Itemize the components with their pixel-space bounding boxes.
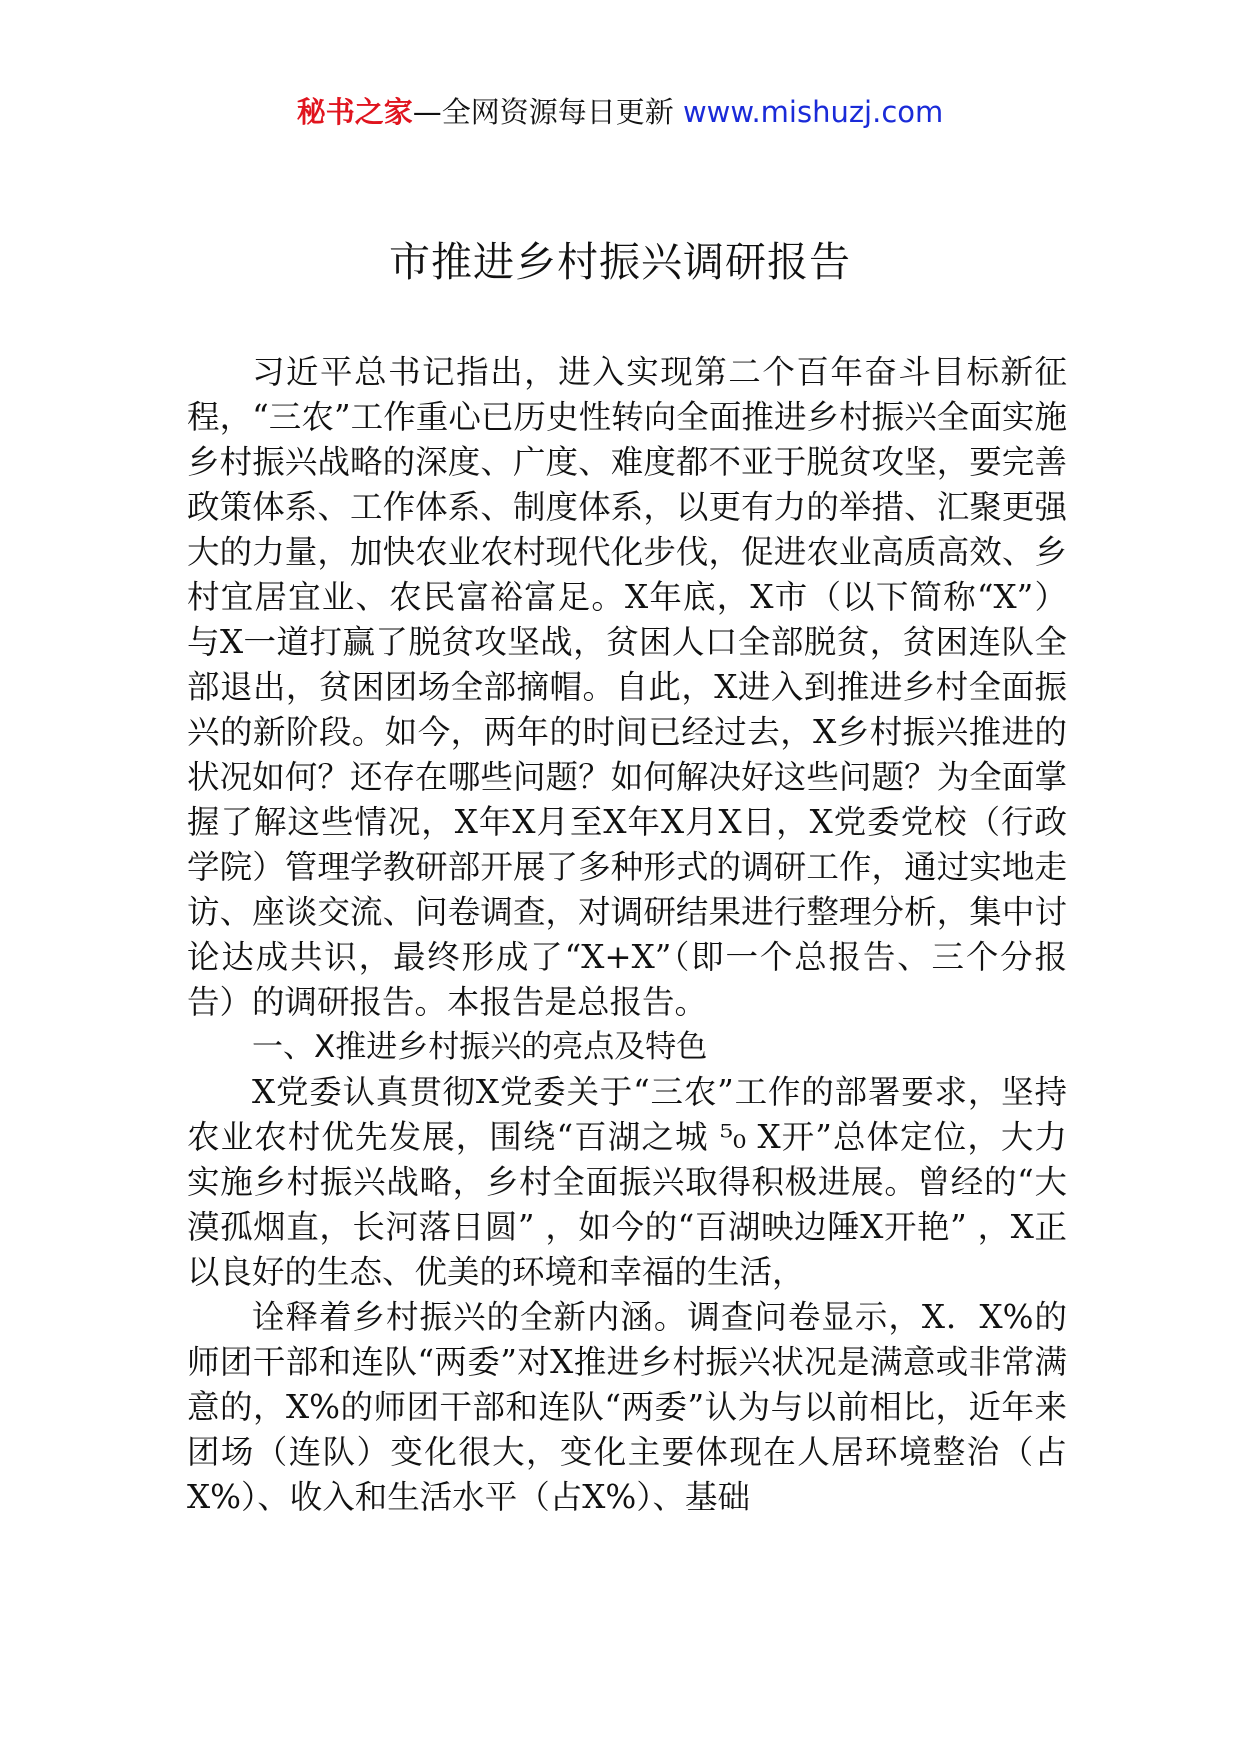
paragraph-section-1: X党委认真贯彻X党委关于“三农”工作的部署要求，坚持农业农村优先发展，围绕“百湖之城 ⁵₀ X开”总体定位，大力实施乡村振兴战略，乡村全面振兴取得积极进展。曾经的“大漠孤烟直，长河落日圆” ，如今的“百湖映边陲X开艳” ，X正以良好的生态、优美的环境和幸福的生活，	[187, 1073, 1067, 1291]
document-title: 市推进乡村振兴调研报告	[389, 238, 851, 286]
paragraph-section-2: 诠释着乡村振兴的全新内涵。调查问卷显示，X．X%的师团干部和连队“两委”对X推进乡村振兴状况是满意或非常满意的，X%的师团干部和连队“两委”认为与以前相比，近年来团场（连队）变化很大，变化主要体现在人居环境整治（占X%）、收入和生活水平（占X%）、基础	[187, 1298, 1067, 1516]
paragraph-intro: 习近平总书记指出，进入实现第二个百年奋斗目标新征程，“三农”工作重心已历史性转向全面推进乡村振兴全面实施乡村振兴战略的深度、广度、难度都不亚于脱贫攻坚，要完善政策体系、工作体系、制度体系，以更有力的举措、汇聚更强大的力量，加快农业农村现代化步伐，促进农业高质高效、乡村宜居宜业、农民富裕富足。X年底，X市（以下简称“X”）与X一道打赢了脱贫攻坚战，贫困人口全部脱贫，贫困连队全部退出，贫困团场全部摘帽。自此，X进入到推进乡村全面振兴的新阶段。如今，两年的时间已经过去，X乡村振兴推进的状况如何？还存在哪些问题？如何解决好这些问题？为全面掌握了解这些情况，X年X月至X年X月X日，X党委党校（行政学院）管理学教研部开展了多种形式的调研工作，通过实地走访、座谈交流、问卷调查，对调研结果进行整理分析，集中讨论达成共识，最终形成了“X+X”（即一个总报告、三个分报告）的调研报告。本报告是总报告。	[187, 353, 1067, 1021]
site-brand: 秘书之家	[296, 95, 413, 129]
section-heading: 一、X推进乡村振兴的亮点及特色	[252, 1029, 708, 1065]
site-url-link[interactable]: www.mishuzj.com	[682, 95, 944, 129]
site-tagline: —全网资源每日更新	[412, 95, 683, 129]
document-body	[187, 350, 1067, 1520]
site-banner	[0, 92, 1240, 132]
